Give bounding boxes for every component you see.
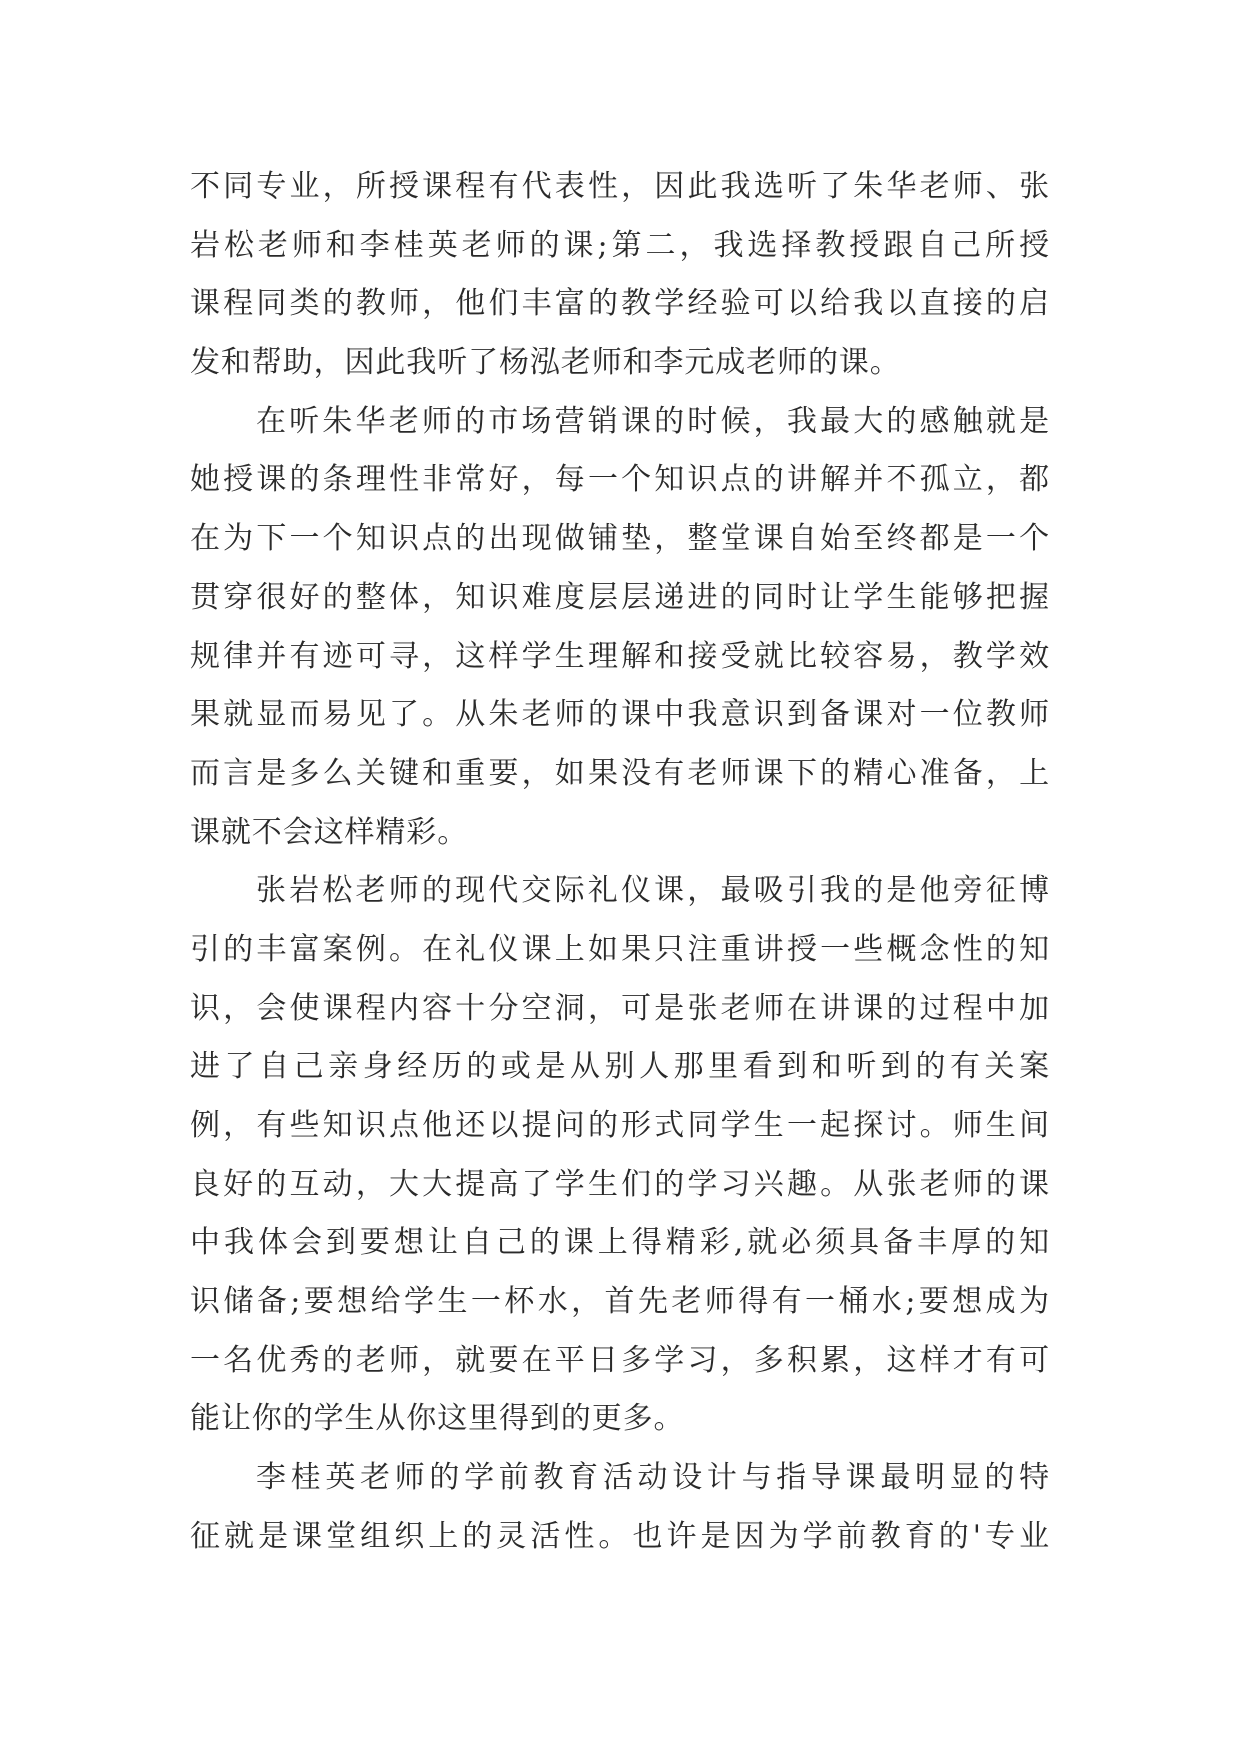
text-line: 课程同类的教师，他们丰富的教学经验可以给我以直接的启 [190, 286, 1050, 322]
text-line: 良好的互动，大大提高了学生们的学习兴趣。从张老师的课 [190, 1166, 1050, 1202]
document-body [190, 158, 1050, 1567]
paragraph-1 [190, 158, 1050, 393]
text-line: 在为下一个知识点的出现做铺垫，整堂课自始至终都是一个 [190, 521, 1050, 557]
text-line: 果就显而易见了。从朱老师的课中我意识到备课对一位教师 [190, 697, 1050, 733]
text-line: 引的丰富案例。在礼仪课上如果只注重讲授一些概念性的知 [190, 931, 1050, 967]
text-line: 岩松老师和李桂英老师的课;第二，我选择教授跟自己所授 [190, 227, 1050, 263]
text-line: 贯穿很好的整体，知识难度层层递进的同时让学生能够把握 [190, 579, 1050, 615]
text-line: 中我体会到要想让自己的课上得精彩,就必须具备丰厚的知 [190, 1225, 1050, 1261]
text-line: 进了自己亲身经历的或是从别人那里看到和听到的有关案 [190, 1049, 1050, 1085]
text-line: 规律并有迹可寻，这样学生理解和接受就比较容易，教学效 [190, 638, 1050, 674]
text-line: 一名优秀的老师，就要在平日多学习，多积累，这样才有可 [190, 1342, 1050, 1378]
text-line: 征就是课堂组织上的灵活性。也许是因为学前教育的'专业 [190, 1518, 1050, 1554]
text-line: 例，有些知识点他还以提问的形式同学生一起探讨。师生间 [190, 1108, 1050, 1143]
text-line: 课就不会这样精彩。 [190, 814, 469, 850]
text-line: 识储备;要想给学生一杯水，首先老师得有一桶水;要想成为 [190, 1284, 1050, 1320]
paragraph-2 [190, 393, 1050, 863]
text-line: 发和帮助，因此我听了杨泓老师和李元成老师的课。 [190, 345, 901, 381]
paragraph-4 [190, 1449, 1050, 1566]
paragraph-3 [190, 862, 1050, 1449]
text-line: 不同专业，所授课程有代表性，因此我选听了朱华老师、张 [190, 169, 1050, 204]
text-line: 能让你的学生从你这里得到的更多。 [190, 1401, 685, 1437]
text-line: 识，会使课程内容十分空洞，可是张老师在讲课的过程中加 [190, 990, 1050, 1026]
text-line: 而言是多么关键和重要，如果没有老师课下的精心准备，上 [190, 755, 1050, 791]
text-line: 李桂英老师的学前教育活动设计与指导课最明显的特 [256, 1460, 1050, 1496]
text-line: 她授课的条理性非常好，每一个知识点的讲解并不孤立，都 [190, 462, 1050, 498]
text-line: 张岩松老师的现代交际礼仪课，最吸引我的是他旁征博 [256, 873, 1050, 909]
text-line: 在听朱华老师的市场营销课的时候，我最大的感触就是 [256, 403, 1050, 439]
